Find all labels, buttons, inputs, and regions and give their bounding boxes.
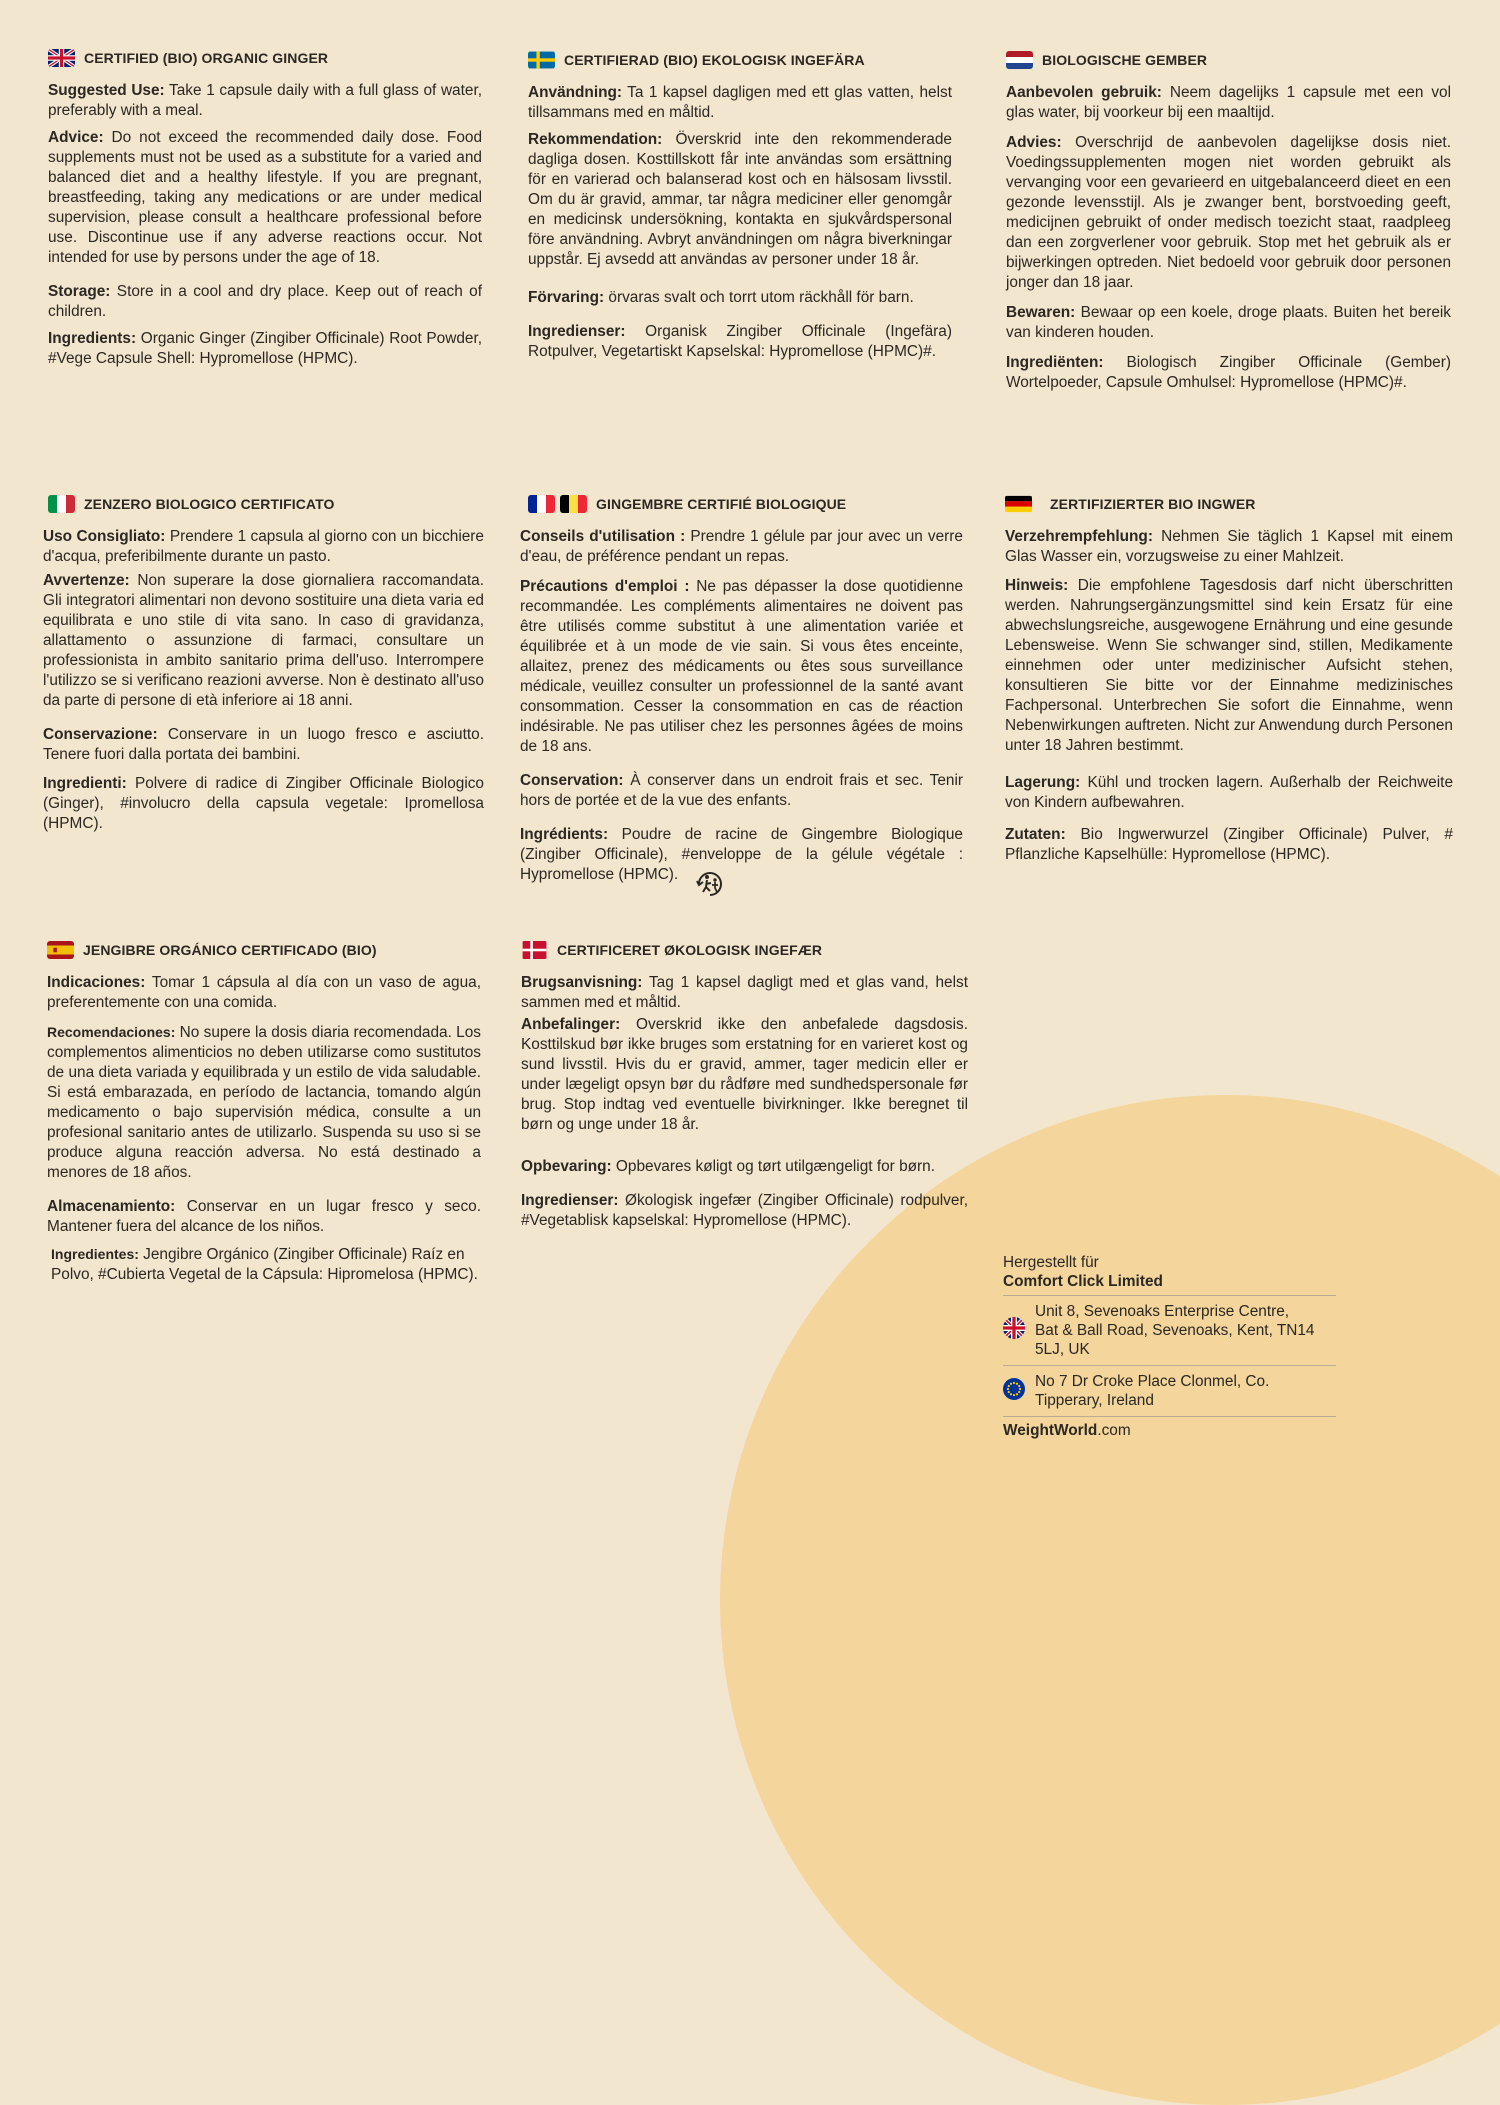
ingredients-label: Ingredientes: (51, 1246, 139, 1262)
storage-label: Bewaren: (1006, 304, 1076, 321)
suggested-use-text: Tag 1 kapsel dagligt med et glas vand, helst sammen med et måltid. (521, 974, 968, 1011)
denmark-flag-icon (521, 941, 548, 959)
storage-text: Opbevares køligt og tørt utilgængeligt for børn. (611, 1158, 935, 1175)
section-swedish (528, 50, 952, 369)
uk-address: Unit 8, Sevenoaks Enterprise Centre, Bat & Ball Road, Sevenoaks, Kent, TN14 5LJ, UK (1035, 1303, 1315, 1358)
storage-text: Bewaar op een koele, droge plaats. Buiten het bereik van kinderen houden. (1006, 304, 1451, 341)
section-title: CERTIFIERAD (BIO) EKOLOGISK INGEFÄRA (564, 52, 865, 68)
storage-paragraph (1005, 773, 1453, 813)
advice-text: Overschrijd de aanbevolen dagelijkse dosis niet. Voedingssupplementen mogen niet worden gebruikt als vervanging voor een gevarieerd en uitgebalanceerd dieet en een gezonde levensstijl. Als je zwanger bent, borstvoeding geeft, medicijnen gebruikt of onder medisch toezicht staat, raadpleeg dan een zorgverlener voor gebruik. Stop met het gebruik als er bijwerkingen optreden. Niet bedoeld voor gebruik door personen jonger dan 18 jaar. (1006, 134, 1451, 291)
section-italian (43, 494, 484, 841)
storage-label: Almacenamiento: (47, 1198, 176, 1215)
brand-name: WeightWorld (1003, 1422, 1098, 1439)
suggested-use-text: Prendre 1 gélule par jour avec un verre d'eau, de préférence pendant un repas. (520, 528, 963, 565)
advice-label: Précautions d'emploi : (520, 578, 690, 595)
section-spanish (47, 940, 481, 1292)
ingredients-text: Bio Ingwerwurzel (Zingiber Officinale) Pulver, # Pflanzliche Kapselhülle: Hypromellose (HPMC). (1005, 826, 1453, 863)
suggested-use-label: Aanbevolen gebruik: (1006, 84, 1162, 101)
advice-text: Ne pas dépasser la dose quotidienne recommandée. Les compléments alimentaires ne doivent pas être utilisés comme substitut à une alimentation variée et équilibrée et à un mode de vie sain. Si vous êtes enceinte, allaitez, prenez des médicaments ou êtes sous surveillance médicale, veuillez consulter un professionnel de la santé avant consommation. Cesser la consommation en cas de réaction indésirable. Ne pas utiliser chez les personnes âgées de moins de 18 ans. (520, 578, 964, 755)
suggested-use-text: Tomar 1 cápsula al día con un vaso de agua, preferentemente con una comida. (47, 974, 481, 1011)
brand-website (1003, 1421, 1336, 1440)
advice-paragraph (43, 571, 484, 711)
manufacturer-info (1003, 1253, 1336, 1440)
spain-flag-icon (47, 941, 74, 959)
suggested-use-label: Conseils d'utilisation : (520, 528, 686, 545)
advice-paragraph (48, 128, 482, 268)
section-title: BIOLOGISCHE GEMBER (1042, 52, 1208, 68)
advice-label: Advice: (48, 129, 104, 146)
section-german (1005, 494, 1453, 872)
section-header (43, 494, 484, 514)
storage-text: Store in a cool and dry place. Keep out of reach of children. (48, 283, 482, 320)
ingredients-paragraph (43, 774, 484, 834)
company-name: Comfort Click Limited (1003, 1273, 1163, 1290)
uk-flag-icon (48, 49, 75, 67)
section-header (47, 940, 481, 960)
ingredients-text: Organic Ginger (Zingiber Officinale) Root Powder, #Vege Capsule Shell: Hypromellose (HPMC). (48, 330, 482, 367)
ingredients-text: Jengibre Orgánico (Zingiber Officinale) Raíz en Polvo, #Cubierta Vegetal de la Cápsula: Hipromelosa (HPMC). (51, 1246, 478, 1283)
section-header (1006, 50, 1451, 70)
section-header (528, 50, 952, 70)
ie-address-block (1003, 1370, 1336, 1412)
ingredients-label: Ingrediënten: (1006, 354, 1104, 371)
ingredients-paragraph (520, 825, 963, 885)
section-title: ZERTIFIZIERTER BIO INGWER (1050, 496, 1256, 512)
suggested-use-paragraph (521, 973, 968, 1013)
ingredients-paragraph (47, 1244, 481, 1285)
advice-text: Do not exceed the recommended daily dose. Food supplements must not be used as a substitute for a varied and balanced diet and a healthy lifestyle. If you are pregnant, breastfeeding, taking any medications or are under medical supervision, please consult a healthcare professional before use. Discontinue use if any adverse reactions occur. Not intended for use by persons under the age of 18. (48, 129, 482, 266)
suggested-use-paragraph (1005, 527, 1453, 567)
suggested-use-label: Användning: (528, 84, 623, 101)
france-flag-icon (528, 495, 555, 513)
storage-text: örvaras svalt och torrt utom räckhåll för barn. (604, 289, 914, 306)
suggested-use-paragraph (48, 81, 482, 121)
ingredients-label: Zutaten: (1005, 826, 1066, 843)
storage-label: Lagerung: (1005, 774, 1081, 791)
storage-label: Förvaring: (528, 289, 605, 306)
section-header (48, 48, 482, 68)
suggested-use-paragraph (43, 527, 484, 567)
made-for-label: Hergestellt für (1003, 1254, 1099, 1271)
uk-flag-icon (1003, 1317, 1025, 1339)
triman-recycling-icon (694, 868, 726, 900)
section-english (48, 48, 482, 376)
ingredients-text: Poudre de racine de Gingembre Biologique (Zingiber Officinale), #enveloppe de la gélule végétale : Hypromellose (HPMC). (520, 826, 963, 883)
section-title: CERTIFIED (BIO) ORGANIC GINGER (84, 50, 329, 66)
ingredients-paragraph (521, 1191, 968, 1231)
decorative-circle (720, 1095, 1500, 2105)
divider (1003, 1365, 1336, 1366)
ie-address: No 7 Dr Croke Place Clonmel, Co. Tipperary, Ireland (1035, 1373, 1270, 1409)
section-header (521, 940, 968, 960)
ingredients-label: Ingredients: (48, 330, 137, 347)
suggested-use-paragraph (520, 527, 963, 567)
suggested-use-label: Uso Consigliato: (43, 528, 166, 545)
suggested-use-label: Suggested Use: (48, 82, 165, 99)
ingredients-paragraph (48, 329, 482, 369)
advice-label: Hinweis: (1005, 577, 1069, 594)
suggested-use-paragraph (528, 83, 952, 123)
storage-paragraph (43, 725, 484, 765)
storage-label: Conservation: (520, 772, 624, 789)
advice-paragraph (520, 577, 963, 757)
suggested-use-text: Neem dagelijks 1 capsule met een vol glas water, bij voorkeur bij een maaltijd. (1006, 84, 1451, 121)
suggested-use-label: Brugsanvisning: (521, 974, 643, 991)
storage-label: Opbevaring: (521, 1158, 612, 1175)
brand-domain: .com (1097, 1422, 1131, 1439)
ingredients-text: Biologisch Zingiber Officinale (Gember) Wortelpoeder, Capsule Omhulsel: Hypromellose (HPMC)#. (1006, 354, 1451, 391)
divider (1003, 1295, 1336, 1296)
section-header (1005, 494, 1453, 514)
divider (1003, 1416, 1336, 1417)
section-header (520, 494, 963, 514)
section-title: ZENZERO BIOLOGICO CERTIFICATO (84, 496, 335, 512)
storage-paragraph (1006, 303, 1451, 343)
advice-label: Anbefalinger: (521, 1016, 621, 1033)
suggested-use-paragraph (1006, 83, 1451, 123)
advice-text: Overskrid ikke den anbefalede dagsdosis. Kosttilskud bør ikke bruges som erstatning for en varieret kost og sund livsstil. Hvis du er gravid, ammer, tager medicin eller er under lægeligt opsyn bør du rådføre med sundhedspersonale før brug. Stop indtag ved eventuelle bivirkninger. Ikke beregnet til børn og unge under 18 år. (521, 1016, 968, 1133)
section-title: GINGEMBRE CERTIFIÉ BIOLOGIQUE (596, 496, 847, 512)
advice-text: Die empfohlene Tagesdosis darf nicht überschritten werden. Nahrungsergänzungsmittel sind kein Ersatz für eine abwechslungsreiche, ausgewogene Ernährung und eine gesunde Lebensweise. Wenn Sie schwanger sind, stillen, Medikamente einnehmen oder unter medizinischer Aufsicht stehen, konsultieren Sie bitte vor der Einnahme medizinisches Fachpersonal. Unterbrechen Sie sofort die Einnahme, wenn Nebenwirkungen auftreten. Nicht zur Anwendung durch Personen unter 18 Jahren bestimmt. (1005, 577, 1453, 754)
eu-flag-icon (1003, 1378, 1025, 1400)
advice-label: Rekommendation: (528, 131, 663, 148)
storage-label: Conservazione: (43, 726, 158, 743)
section-title: CERTIFICERET ØKOLOGISK INGEFÆR (557, 942, 823, 958)
ingredients-label: Ingrédients: (520, 826, 609, 843)
storage-text: Conservare in un luogo fresco e asciutto. Tenere fuori dalla portata dei bambini. (43, 726, 484, 763)
advice-label: Recomendaciones: (47, 1024, 176, 1040)
suggested-use-text: Take 1 capsule daily with a full glass of water, preferably with a meal. (48, 82, 483, 119)
advice-paragraph (521, 1015, 968, 1135)
advice-label: Avvertenze: (43, 572, 130, 589)
ingredients-label: Ingredienti: (43, 775, 127, 792)
storage-text: Conservar en un lugar fresco y seco. Mantener fuera del alcance de los niños. (47, 1198, 481, 1235)
advice-paragraph (528, 130, 952, 270)
advice-paragraph (1005, 576, 1453, 756)
advice-label: Advies: (1006, 134, 1062, 151)
suggested-use-text: Ta 1 kapsel dagligen med ett glas vatten, helst tillsammans med en måltid. (528, 84, 952, 121)
ingredients-text: Organisk Zingiber Officinale (Ingefära) Rotpulver, Vegetartiskt Kapselskal: Hypromellose (HPMC)#. (528, 323, 952, 360)
ingredients-label: Ingredienser: (521, 1192, 619, 1209)
ingredients-paragraph (528, 322, 952, 362)
advice-paragraph (47, 1022, 481, 1183)
advice-paragraph (1006, 133, 1451, 293)
germany-flag-icon (1005, 495, 1032, 513)
netherlands-flag-icon (1006, 51, 1033, 69)
ingredients-paragraph (1006, 353, 1451, 393)
suggested-use-label: Indicaciones: (47, 974, 146, 991)
storage-paragraph (48, 282, 482, 322)
belgium-flag-icon (560, 495, 587, 513)
storage-paragraph (521, 1157, 973, 1177)
advice-text: Överskrid inte den rekommenderade dagliga dosen. Kosttillskott får inte användas som ersättning för en varierad och balanserad kost och en hälsosam livsstil. Om du är gravid, ammar, tar några mediciner eller genomgår en medicinsk undersökning, kontakta en sjukvårdspersonal före användning. Avbryt användningen om några biverkningar uppstår. Ej avsedd att användas av personer under 18 år. (528, 131, 952, 268)
suggested-use-paragraph (47, 973, 481, 1013)
section-french (520, 494, 963, 892)
advice-text: No supere la dosis diaria recomendada. Los complementos alimenticios no deben utilizarse como sustitutos de una dieta variada y equilibrada y un estilo de vida saludable. Si está embarazada, en período de lactancia, tomando algún medicamento o bajo supervisión médica, consulte a un profesional sanitario antes de utilizarlo. Suspenda su uso si se produce alguna reacción adversa. No está destinado a menores de 18 años. (47, 1024, 481, 1181)
storage-text: À conserver dans un endroit frais et sec. Tenir hors de portée et de la vue des enfants. (520, 772, 963, 809)
storage-label: Storage: (48, 283, 111, 300)
ingredients-label: Ingredienser: (528, 323, 626, 340)
section-title: JENGIBRE ORGÁNICO CERTIFICADO (BIO) (83, 942, 377, 958)
uk-address-block (1003, 1300, 1336, 1361)
section-dutch (1006, 50, 1451, 400)
storage-paragraph (520, 771, 963, 811)
suggested-use-text: Nehmen Sie täglich 1 Kapsel mit einem Glas Wasser ein, vorzugsweise zu einer Mahlzeit. (1005, 528, 1453, 565)
ingredients-paragraph (1005, 825, 1453, 865)
advice-text: Non superare la dose giornaliera raccomandata. Gli integratori alimentari non devono sostituire una dieta varia ed equilibrata e uno stile di vita sano. In caso di gravidanza, allattamento o assunzione di farmaci, consultare un professionista in ambito sanitario prima dell'uso. Interrompere l'utilizzo se si verificano reazioni avverse. Non è destinato all'uso da parte di persone di età inferiore ai 18 anni. (43, 572, 484, 709)
storage-text: Kühl und trocken lagern. Außerhalb der Reichweite von Kindern aufbewahren. (1005, 774, 1453, 811)
sweden-flag-icon (528, 51, 555, 69)
storage-paragraph (47, 1197, 481, 1237)
ingredients-text: Økologisk ingefær (Zingiber Officinale) rodpulver, #Vegetablisk kapselskal: Hypromellose (HPMC). (521, 1192, 968, 1229)
suggested-use-label: Verzehrempfehlung: (1005, 528, 1153, 545)
section-danish (521, 940, 968, 1238)
storage-paragraph (528, 288, 952, 308)
italy-flag-icon (48, 495, 75, 513)
suggested-use-text: Prendere 1 capsula al giorno con un bicchiere d'acqua, preferibilmente durante un pasto. (43, 528, 484, 565)
ingredients-text: Polvere di radice di Zingiber Officinale Biologico (Ginger), #involucro della capsula vegetale: Ipromellosa (HPMC). (43, 775, 484, 832)
